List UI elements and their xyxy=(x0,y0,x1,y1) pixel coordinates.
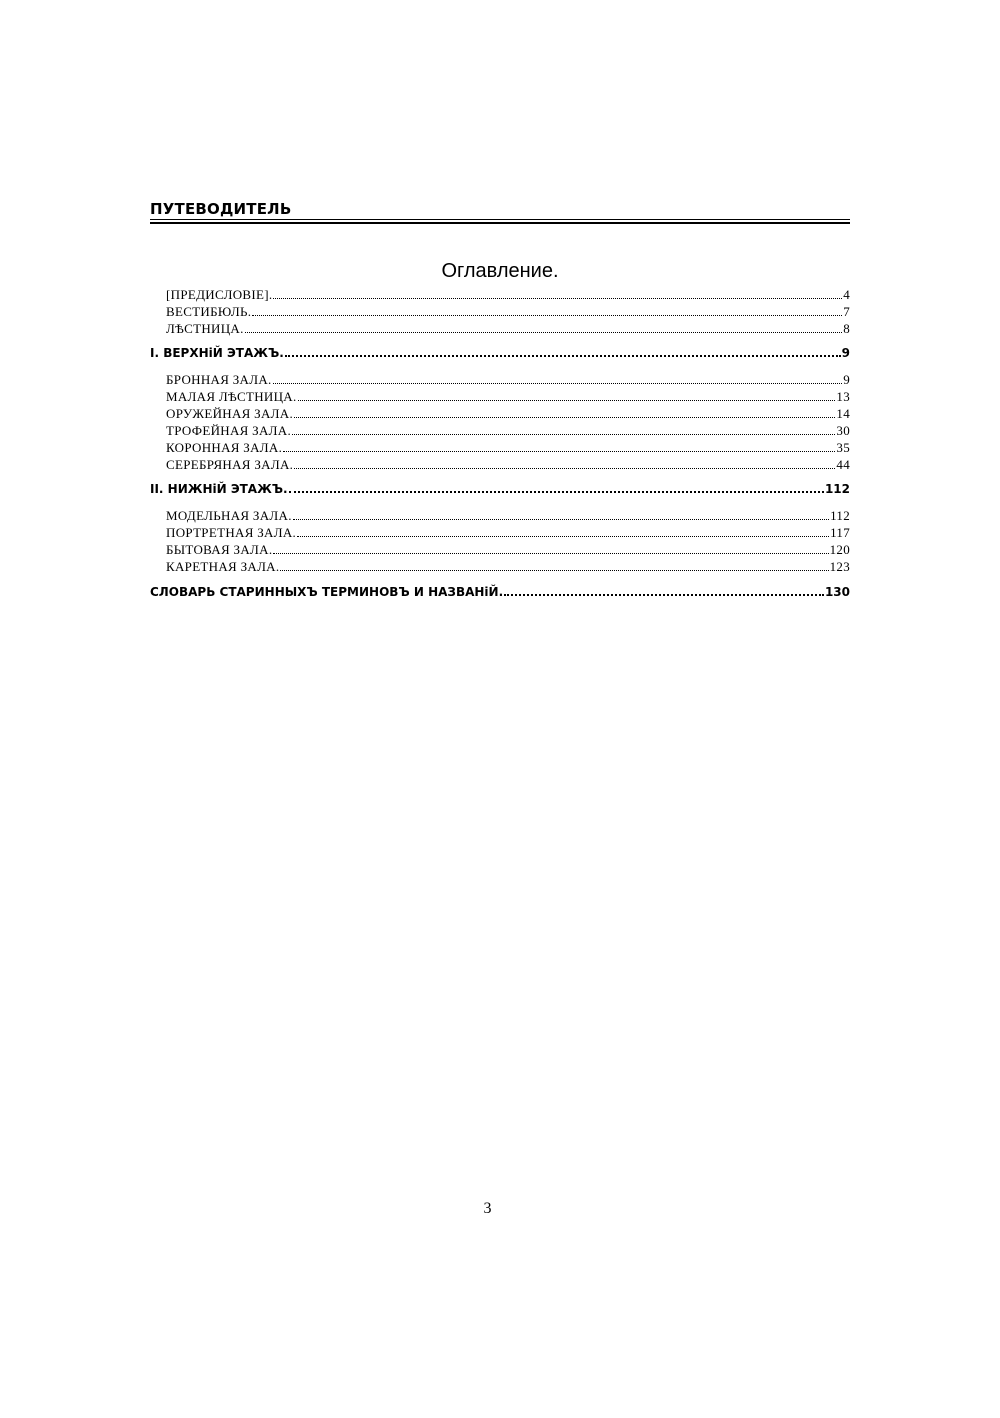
toc-entry-page: 4 xyxy=(843,287,850,302)
dot-leader xyxy=(297,536,829,537)
toc-title: Оглавление. xyxy=(441,260,559,282)
toc-entry-page: 120 xyxy=(829,542,850,557)
toc-entry-crown-hall[interactable] xyxy=(166,440,850,457)
toc-entry-armor-hall[interactable] xyxy=(166,372,850,389)
dot-leader xyxy=(252,315,842,316)
toc-entry-page: 13 xyxy=(836,389,850,404)
toc-entry-page: 112 xyxy=(830,508,850,523)
toc-entry-glossary[interactable] xyxy=(150,585,850,602)
toc-entry-trophy-hall[interactable] xyxy=(166,423,850,440)
toc-entry-label: ЛѢСТНИЦА. xyxy=(166,321,244,336)
dot-leader xyxy=(294,417,835,418)
running-header-title: ПУТЕВОДИТЕЛЬ xyxy=(150,200,292,218)
toc-entry-page: 14 xyxy=(836,406,850,421)
dot-leader xyxy=(293,519,829,520)
toc-entry-page: 9 xyxy=(843,372,850,387)
dot-leader xyxy=(273,298,842,299)
page-number: 3 xyxy=(483,1200,492,1217)
dot-leader xyxy=(283,451,835,452)
toc-entry-label: ТРОФЕЙНАЯ ЗАЛА. xyxy=(166,423,292,438)
toc-entry-page: 35 xyxy=(836,440,850,455)
toc-entry-label: СЛОВАРЬ СТАРИННЫХЪ ТЕРМИНОВЪ И НАЗВАНiЙ. xyxy=(150,585,504,599)
toc-entry-label: МОДЕЛЬНАЯ ЗАЛА. xyxy=(166,508,292,523)
toc-entry-page: 44 xyxy=(836,457,850,472)
dot-leader xyxy=(273,553,828,554)
toc-entry-household-hall[interactable] xyxy=(166,542,850,559)
toc-entry-page: 117 xyxy=(830,525,850,540)
header-rule-thin xyxy=(150,219,850,220)
toc-entry-label: БРОННАЯ ЗАЛА. xyxy=(166,372,272,387)
dot-leader xyxy=(245,332,843,333)
dot-leader xyxy=(285,355,841,357)
toc-entry-page: 9 xyxy=(841,346,850,360)
dot-leader xyxy=(273,383,843,384)
toc-entry-page: 130 xyxy=(824,585,850,599)
toc-entry-label: I. ВЕРХНiЙ ЭТАЖЪ. xyxy=(150,346,284,360)
toc-entry-page: 7 xyxy=(843,304,850,319)
header-rule-thick xyxy=(150,222,850,224)
toc-entry-vestibule[interactable] xyxy=(166,304,850,321)
toc-entry-label: ОРУЖЕЙНАЯ ЗАЛА. xyxy=(166,406,294,421)
toc-entry-staircase[interactable] xyxy=(166,321,850,338)
toc-entry-page: 8 xyxy=(843,321,850,336)
toc-entry-label: СЕРЕБРЯНАЯ ЗАЛА. xyxy=(166,457,294,472)
dot-leader xyxy=(298,400,836,401)
dot-leader xyxy=(289,491,824,493)
toc-entry-label: ВЕСТИБЮЛЬ. xyxy=(166,304,252,319)
dot-leader xyxy=(294,468,835,469)
dot-leader xyxy=(280,570,828,571)
dot-leader xyxy=(292,434,835,435)
toc-entry-page: 112 xyxy=(824,482,850,496)
toc-entry-model-hall[interactable] xyxy=(166,508,850,525)
toc-entry-small-staircase[interactable] xyxy=(166,389,850,406)
toc-entry-page: 123 xyxy=(829,559,850,574)
toc-entry-page: 30 xyxy=(836,423,850,438)
toc-entry-silver-hall[interactable] xyxy=(166,457,850,474)
toc-entry-portrait-hall[interactable] xyxy=(166,525,850,542)
toc-entry-label: [ПРЕДИСЛОВІЕ]. xyxy=(166,287,273,302)
toc-entry-label: КОРОННАЯ ЗАЛА. xyxy=(166,440,283,455)
toc-entry-label: ПОРТРЕТНАЯ ЗАЛА. xyxy=(166,525,297,540)
dot-leader xyxy=(504,594,824,596)
toc-entry-label: МАЛАЯ ЛѢСТНИЦА. xyxy=(166,389,297,404)
toc-entry-carriage-hall[interactable] xyxy=(166,559,850,576)
toc-entry-label: КАРЕТНАЯ ЗАЛА. xyxy=(166,559,280,574)
toc-entry-weapons-hall[interactable] xyxy=(166,406,850,423)
toc-entry-upper-floor[interactable] xyxy=(150,346,850,363)
toc-entry-lower-floor[interactable] xyxy=(150,482,850,499)
toc-entry-label: БЫТОВАЯ ЗАЛА. xyxy=(166,542,273,557)
toc-entry-label: II. НИЖНiЙ ЭТАЖЪ. xyxy=(150,482,288,496)
toc-entry-preface[interactable] xyxy=(166,287,850,304)
